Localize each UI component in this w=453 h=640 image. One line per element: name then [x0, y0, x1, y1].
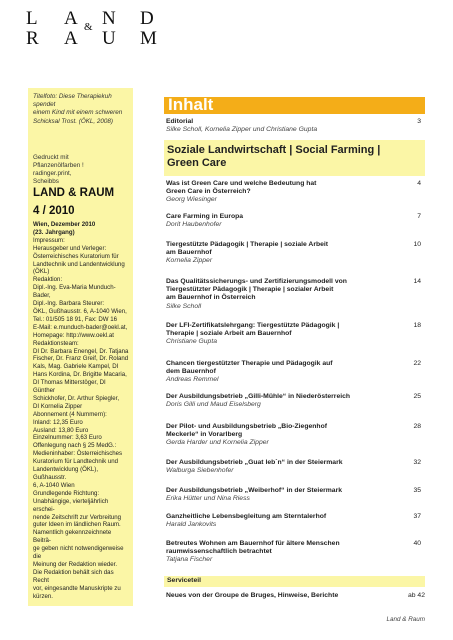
entry-title: Neues von der Groupe de Bruges, Hinweise, Berichte — [166, 592, 339, 599]
entry-page: 37 — [413, 513, 421, 520]
imprint-line: Herausgeber und Verleger: — [33, 244, 107, 252]
imprint-line: Tel.: 01/505 18 91, Fax: DW 16 — [33, 315, 118, 323]
entry-title-line: raumwissenschaftlich betrachtet — [166, 548, 272, 556]
imprint-line: DI Kornelia Zipper — [33, 402, 83, 410]
entry-author: Dorit Haubenhofer — [166, 221, 222, 229]
toc-entry-service[interactable] — [166, 592, 425, 599]
cover-photo-caption — [33, 93, 129, 126]
imprint-line: Schickhofer, Dr. Arthur Spiegler, — [33, 394, 120, 402]
toc-entry[interactable] — [166, 393, 421, 409]
entry-title-line: Der Pilot- und Ausbildungsbetrieb „Bio-Ziegenhof — [166, 423, 327, 430]
entry-author: Christiane Gupta — [166, 338, 218, 346]
toc-entry-editorial[interactable] — [166, 118, 421, 134]
entry-page: 22 — [413, 360, 421, 367]
imprint-line: guter Ideen im ländlichen Raum. — [33, 521, 121, 529]
entry-page: 7 — [417, 213, 421, 220]
entry-page: 3 — [417, 118, 421, 125]
entry-title-line: Der Ausbildungsbetrieb „Gilli-Mühle“ in Niederösterreich — [166, 393, 351, 400]
entry-page: 18 — [413, 322, 421, 329]
imprint-line: Namentlich gekennzeichnete Beiträ- — [33, 529, 112, 545]
entry-page: ab 42 — [407, 592, 425, 599]
entry-title-line: Care Farming in Europa — [166, 213, 244, 220]
logo-letter: U — [102, 28, 116, 49]
logo-letter: A — [64, 28, 78, 49]
toc-heading: Inhalt — [168, 95, 214, 114]
imprint-line: Abonnement (4 Nummern): — [33, 410, 107, 418]
toc-entry[interactable] — [166, 459, 421, 475]
section-title-line: Green Care — [167, 157, 227, 169]
printing-line: Gedruckt mit — [33, 154, 69, 161]
caption-line: Titelfoto: Diese Therapiekuh spendet — [33, 93, 112, 109]
entry-title-line: Der Ausbildungsbetrieb „Weiberhof“ in der Steiermark — [166, 487, 342, 494]
logo-letter: N — [102, 8, 116, 29]
imprint-line: nende Zeitschrift zur Verbreitung — [33, 513, 122, 521]
logo-ampersand: & — [84, 21, 93, 33]
entry-title-line: Green Care in Österreich? — [166, 188, 251, 196]
imprint-line: Fischer, Dr. Franz Greif, Dr. Roland — [33, 355, 129, 363]
imprint-line: Einzelnummer: 3,63 Euro — [33, 434, 102, 442]
entry-title-line: Ganzheitliche Lebensbegleitung am Sterntalerhof — [166, 513, 327, 520]
toc-entry[interactable] — [166, 360, 421, 385]
printing-note — [33, 154, 129, 186]
entry-title-line: Chancen tiergestützter Therapie und Pädagogik auf — [166, 360, 333, 367]
service-section-header — [164, 576, 425, 587]
section-title-line: Soziale Landwirtschaft | Social Farming | — [167, 144, 381, 156]
imprint-line: vor, eingesandte Manuskripte zu — [33, 584, 121, 592]
entry-title-line: Betreutes Wohnen am Bauernhof für ältere Menschen — [166, 540, 340, 547]
entry-author: Silke Scholl, Kornelia Zipper und Christiane Gupta — [166, 126, 318, 134]
entry-author: Walburga Siebenhofer — [166, 467, 234, 475]
entry-page: 32 — [413, 459, 421, 466]
sidebar — [28, 88, 133, 606]
toc-entry[interactable] — [166, 213, 421, 229]
imprint-line: Die Redaktion behält sich das Recht — [33, 568, 114, 584]
entry-page: 25 — [413, 393, 421, 400]
toc-entry[interactable] — [166, 513, 421, 529]
entry-title-line: am Bauernhof — [166, 249, 212, 257]
printing-line: Scheibbs — [33, 177, 59, 185]
entry-title-line: Tiergestützter Pädagogik | Therapie | sozialer Arbeit — [166, 286, 334, 294]
imprint-line: Impressum: — [33, 236, 65, 244]
entry-title-line: Der LFI-Zertifikatslehrgang: Tiergestützte Pädagogik | — [166, 322, 340, 329]
entry-title: Editorial — [166, 118, 194, 125]
printing-line: Pflanzenölfarben ! — [33, 161, 84, 169]
imprint-line: ÖKL, Gußhausstr. 6, A-1040 Wien, — [33, 307, 127, 315]
magazine-title: LAND & RAUM — [33, 187, 115, 199]
entry-page: 40 — [413, 540, 421, 547]
imprint-line: Dipl.-Ing. Eva-Maria Munduch-Bader, — [33, 284, 116, 300]
entry-author: Georg Wiesinger — [166, 196, 217, 204]
imprint-line: DI Thomas Mitterstöger, DI Günther — [33, 379, 106, 395]
entry-author: Harald Jankovits — [166, 521, 217, 529]
entry-author: Andreas Remmel — [166, 376, 219, 384]
toc-entry[interactable] — [166, 322, 421, 347]
toc-entry[interactable] — [166, 278, 421, 311]
entry-page: 14 — [413, 278, 421, 285]
entry-title-line: Meckerle“ in Vorarlberg — [166, 431, 243, 439]
imprint-line: 6, A-1040 Wien — [33, 481, 75, 489]
email-text: E-Mail: e.munduch-bader@oekl.at, — [33, 323, 128, 331]
imprint-line: Hans Kordina, Dr. Brigitte Macaria, — [33, 371, 127, 379]
imprint-line: ge geben nicht notwendigerweise die — [33, 545, 124, 561]
imprint-line: Dipl.-Ing. Barbara Steurer: — [33, 300, 105, 308]
imprint — [33, 221, 129, 601]
imprint-line: (23. Jahrgang) — [33, 228, 75, 236]
imprint-line: Offenlegung nach § 25 MedG.: — [33, 442, 117, 450]
entry-author: Silke Scholl — [166, 302, 202, 310]
imprint-line: (ÖKL) — [33, 268, 50, 276]
entry-title-line: am Bauernhof in Österreich — [166, 294, 256, 302]
imprint-line: kürzen. — [33, 592, 53, 600]
entry-title-line: Der Ausbildungsbetrieb „Guat leb´n“ in der Steiermark — [166, 459, 343, 466]
section-title — [167, 144, 380, 170]
entry-title-line: dem Bauernhof — [166, 368, 216, 376]
imprint-line: Grundlegende Richtung: — [33, 489, 100, 497]
entry-page: 35 — [413, 487, 421, 494]
footer-running-title: Land & Raum — [386, 616, 425, 623]
caption-line: Schicksal Trost. (ÖKL, 2008) — [33, 117, 114, 125]
logo-letter: D — [140, 8, 154, 29]
imprint-line: Landtechnik und Landentwicklung — [33, 260, 125, 268]
imprint-line: DI Dr. Barbara Enengel, Dr. Tatjana — [33, 347, 129, 355]
toc-entry[interactable] — [166, 180, 421, 205]
toc-entry[interactable] — [166, 487, 421, 503]
imprint-line: Ausland: 13,80 Euro — [33, 426, 89, 434]
entry-author: Doris Gilli und Maud Eiselsberg — [166, 401, 261, 409]
logo-letter: A — [64, 8, 78, 29]
imprint-line: Unabhängige, vierteljährlich erschei- — [33, 497, 109, 513]
entry-page: 10 — [413, 241, 421, 248]
issue-number: 4 / 2010 — [33, 205, 75, 217]
imprint-line: Österreichisches Kuratorium für — [33, 252, 119, 260]
imprint-line: Inland: 12,35 Euro — [33, 418, 83, 426]
entry-title-line: Tiergestützte Pädagogik | Therapie | soziale Arbeit — [166, 241, 329, 248]
toc-entry[interactable] — [166, 540, 421, 565]
entry-title-line: Was ist Green Care und welche Bedeutung hat — [166, 180, 317, 187]
toc-entry[interactable] — [166, 241, 421, 266]
entry-author: Erika Hütter und Nina Riess — [166, 495, 250, 503]
imprint-line: Wien, Dezember 2010 — [33, 221, 96, 228]
logo-letter: R — [26, 28, 39, 49]
imprint-line: Landentwicklung (ÖKL), Gußhausstr. — [33, 466, 99, 481]
section-header — [164, 140, 425, 176]
entry-title-line: Das Qualitätssicherungs- und Zertifizierungsmodell von — [166, 278, 347, 285]
imprint-line: Kals, Mag. Gabriele Kampel, DI — [33, 363, 119, 371]
entry-page: 28 — [413, 423, 421, 430]
entry-author: Tatjana Fischer — [166, 556, 213, 564]
entry-page: 4 — [417, 180, 421, 187]
printing-line: radinger.print, — [33, 169, 72, 177]
imprint-line: Kuratorium für Landtechnik und — [33, 458, 119, 466]
toc-entry[interactable] — [166, 423, 421, 448]
toc-heading-bar — [164, 97, 425, 114]
magazine-logo — [26, 8, 157, 49]
imprint-line: Meinung der Redaktion wieder. — [33, 560, 118, 568]
homepage-text: Homepage: http://www.oekl.at — [33, 331, 114, 339]
entry-title-line: Therapie | soziale Arbeit am Bauernhof — [166, 330, 292, 338]
caption-line: einem Kind mit einem schweren — [33, 109, 123, 117]
imprint-line: Redaktion: — [33, 276, 63, 284]
service-heading: Serviceteil — [167, 577, 202, 584]
entry-author: Gerda Harder und Kornelia Zipper — [166, 439, 269, 447]
logo-letter: M — [140, 28, 157, 49]
entry-author: Kornelia Zipper — [166, 257, 213, 265]
logo-letter: L — [26, 8, 38, 29]
imprint-line: Redaktionsteam: — [33, 339, 79, 347]
imprint-line: Medieninhaber: Österreichisches — [33, 450, 123, 458]
